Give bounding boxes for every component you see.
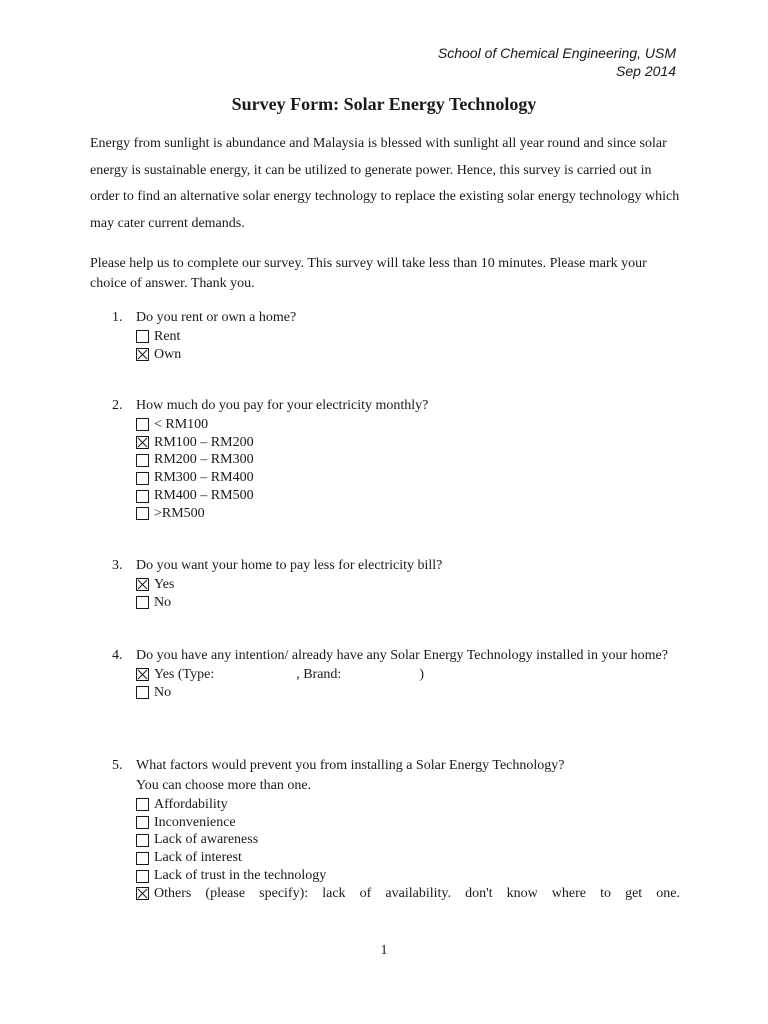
checkbox[interactable] (136, 798, 149, 811)
document-header (438, 44, 676, 80)
option-no[interactable] (136, 684, 680, 702)
option-label: Lack of trust in the technology (154, 868, 327, 884)
question-text: Do you want your home to pay less for electricity bill? (136, 558, 443, 573)
question-number: 5. (112, 758, 123, 773)
instructions-paragraph: Please help us to complete our survey. This survey will take less than 10 minutes. Please mark your choice of answer. Thank you. (90, 256, 647, 291)
option-label: Rent (154, 328, 181, 344)
option-label: RM300 – RM400 (154, 470, 254, 486)
question-subtext: You can choose more than one. (136, 778, 312, 793)
option-label: Own (154, 346, 182, 362)
option-others[interactable] (136, 885, 680, 903)
checkbox-checked[interactable] (136, 887, 149, 900)
header-school: School of Chemical Engineering, USM (437, 45, 676, 61)
option-label: Yes (154, 576, 175, 592)
checkbox-checked[interactable] (136, 578, 149, 591)
option-rm100-rm200[interactable] (136, 434, 680, 452)
option-label: Others (please specify): lack of availability. don't know where to get one. (154, 885, 680, 901)
header-date: Sep 2014 (616, 63, 676, 79)
question-number: 2. (112, 398, 123, 413)
option-rm200-rm300[interactable] (136, 452, 680, 470)
option-rent[interactable] (136, 328, 680, 346)
option-label: RM400 – RM500 (154, 488, 254, 504)
checkbox[interactable] (136, 330, 149, 343)
checkbox[interactable] (136, 507, 149, 520)
question-text: How much do you pay for your electricity monthly? (136, 398, 429, 413)
checkbox-checked[interactable] (136, 436, 149, 449)
option-lack-of-awareness[interactable] (136, 832, 680, 850)
page-number: 1 (380, 943, 388, 958)
option-over-rm500[interactable] (136, 505, 680, 523)
intro-paragraph: Energy from sunlight is abundance and Malaysia is blessed with sunlight all year round and since solar energy is sustainable energy, it can be utilized to generate power. Hence, this survey is carried out in order to find an alternative solar energy technology to replace the existing solar energy technology which may cater current demands. (90, 136, 680, 231)
checkbox[interactable] (136, 472, 149, 485)
option-under-rm100[interactable] (136, 416, 680, 434)
checkbox[interactable] (136, 870, 149, 883)
option-rm400-rm500[interactable] (136, 487, 680, 505)
question-1 (90, 308, 680, 364)
question-4 (90, 646, 680, 702)
option-close-paren: ) (419, 666, 424, 682)
checkbox[interactable] (136, 454, 149, 467)
option-affordability[interactable] (136, 796, 680, 814)
option-yes[interactable] (136, 666, 680, 684)
survey-title: Survey Form: Solar Energy Technology (231, 94, 537, 114)
option-label: Inconvenience (154, 814, 236, 830)
question-text: What factors would prevent you from installing a Solar Energy Technology? (136, 758, 565, 773)
question-text: Do you rent or own a home? (136, 310, 297, 325)
checkbox[interactable] (136, 816, 149, 829)
question-2 (90, 396, 680, 523)
option-label: Lack of interest (154, 850, 242, 866)
option-inconvenience[interactable] (136, 814, 680, 832)
option-lack-of-trust[interactable] (136, 867, 680, 885)
option-own[interactable] (136, 346, 680, 364)
option-label: Affordability (154, 796, 228, 812)
checkbox-checked[interactable] (136, 348, 149, 361)
option-label: No (154, 684, 172, 700)
checkbox-checked[interactable] (136, 668, 149, 681)
question-text: Do you have any intention/ already have any Solar Energy Technology installed in your home? (136, 648, 668, 663)
option-label: < RM100 (154, 416, 209, 432)
option-label: RM200 – RM300 (154, 452, 254, 468)
option-brand-label: , Brand: (296, 666, 342, 682)
option-yes-type-label: Yes (Type: (154, 666, 215, 682)
checkbox[interactable] (136, 490, 149, 503)
checkbox[interactable] (136, 596, 149, 609)
option-label: >RM500 (154, 505, 205, 521)
option-no[interactable] (136, 594, 680, 612)
question-number: 3. (112, 558, 123, 573)
question-number: 4. (112, 648, 123, 663)
checkbox[interactable] (136, 418, 149, 431)
option-label: No (154, 594, 172, 610)
question-3 (90, 556, 680, 612)
option-rm300-rm400[interactable] (136, 469, 680, 487)
checkbox[interactable] (136, 852, 149, 865)
option-yes[interactable] (136, 576, 680, 594)
checkbox[interactable] (136, 834, 149, 847)
question-5 (90, 756, 680, 903)
option-label: RM100 – RM200 (154, 434, 254, 450)
question-number: 1. (112, 310, 123, 325)
option-lack-of-interest[interactable] (136, 849, 680, 867)
option-label: Lack of awareness (154, 832, 259, 848)
checkbox[interactable] (136, 686, 149, 699)
